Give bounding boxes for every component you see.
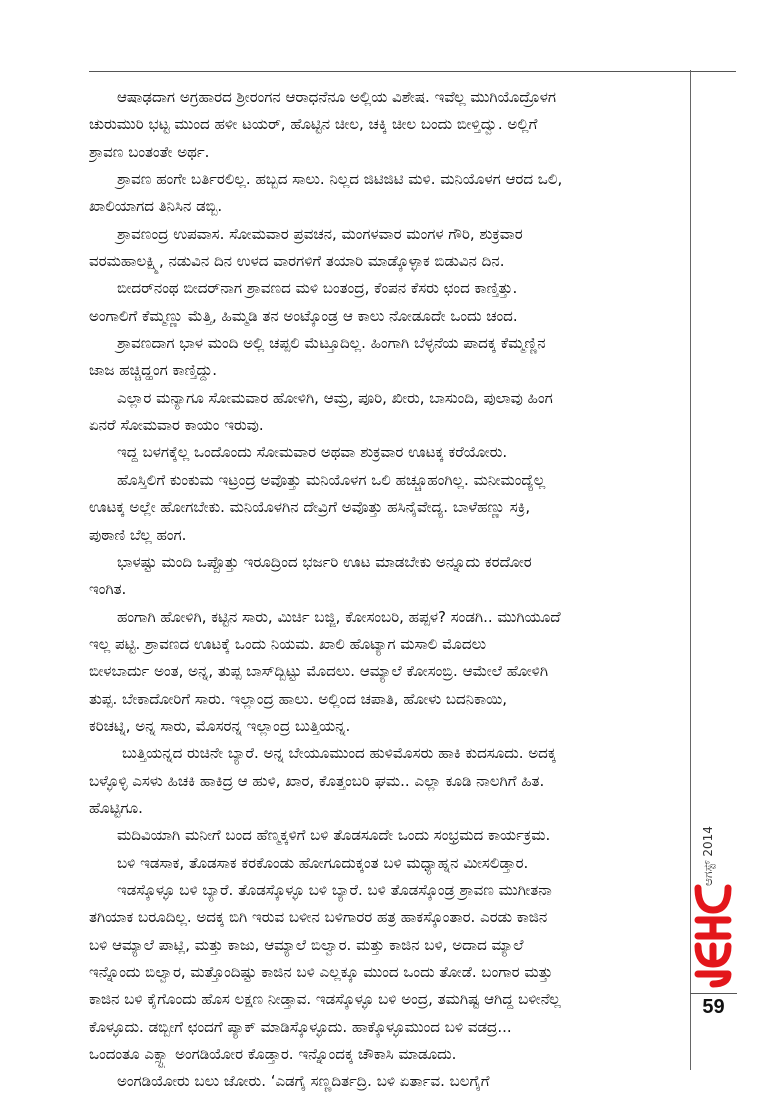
masthead-logo-graphic — [690, 880, 737, 990]
article-line: ಒಂದಂತೂ ಎಕ್ಸ್ಟ್ರಾ ಅಂಗಡಿಯೋರ ಕೊಡ್ತಾರ. ಇನ್ನೊಂದಕ್ಕ ಚೌಕಾಸಿ ಮಾಡೂದು. — [89, 1045, 457, 1064]
article-line: ಶ್ರಾವಣದಾಗ ಭಾಳ ಮಂದಿ ಅಲ್ಲಿ ಚಪ್ಪಲಿ ಮೆಟ್ತೂದಿಲ್ಲ. ಹಿಂಗಾಗಿ ಬೆಳ್ಳನೆಯ ಪಾದಕ್ಕ ಕೆಮ್ಮಣ್ಣಿನ — [117, 334, 546, 353]
page-number-rule — [690, 993, 737, 994]
article-line: ಬಳಿ ಆಮ್ಯಾಲೆ ಪಾಟ್ಲಿ, ಮತ್ತು ಕಾಜು, ಆಮ್ಯಾಲೆ ಬಿಲ್ವಾರ. ಮತ್ತು ಕಾಜಿನ ಬಳಿ, ಅದಾದ ಮ್ಯಾಲೆ — [89, 935, 524, 954]
article-line: ಚುರುಮುರಿ ಭಟ್ಟ ಮುಂದ ಹಳೀ ಟಯರ್, ಹೊಟ್ಟಿನ ಚೀಲ, ಚಕ್ಕಿ ಚೀಲ ಬಂದು ಬೀಳ್ತಿದ್ವು. ಅಲ್ಲಿಗೆ — [89, 115, 538, 134]
article-line: ಬೀದರ್‌ನಂಥ ಬೀದರ್‌ನಾಗ ಶ್ರಾವಣದ ಮಳಿ ಬಂತಂದ್ರ, ಕೆಂಪನ ಕೆಸರು ಛಂದ ಕಾಣ್ತಿತ್ತು. — [117, 279, 518, 298]
page-number: 59 — [702, 996, 725, 1018]
issue-date — [701, 826, 721, 886]
article-line: ಶ್ರಾವಣ ಹಂಗೇ ಬರ್ತಿರಲಿಲ್ಲ. ಹಬ್ಬದ ಸಾಲು. ನಿಲ್ಲದ ಜಿಟಿಜಿಟಿ ಮಳಿ. ಮನಿಯೊಳಗ ಆರದ ಒಲಿ, — [117, 170, 563, 189]
article-line: ಬಳ್ಳೊಳ್ಳಿ ಎಸಳು ಹಿಚಕಿ ಹಾಕಿದ್ರ ಆ ಹುಳಿ, ಖಾರ, ಕೊತ್ತಂಬರಿ ಘಮ.. ಎಲ್ಲಾ ಕೂಡಿ ನಾಲಗಿಗೆ ಹಿತ. — [89, 771, 545, 790]
article-line: ಕಾಜಿನ ಬಳಿ ಕೈಗೊಂದು ಹೊಸ ಲಕ್ಷಣ ನೀಡ್ತಾವ. ಇಡಸ್ಕೊಳ್ಳೂ ಬಳಿ ಅಂದ್ರ, ತಮಗಿಷ್ಟ ಆಗಿದ್ದ ಬಳೀನೆಲ್ಲ — [89, 990, 561, 1009]
article-line: ಆಷಾಢದಾಗ ಅಗ್ರಹಾರದ ಶ್ರೀರಂಗನ ಆರಾಧನೆನೂ ಅಲ್ಲಿಯ ವಿಶೇಷ. ಇವೆಲ್ಲ ಮುಗಿಯೊದ್ರೊಳಗ — [117, 88, 556, 106]
article-line: ಶ್ರಾವಣ ಬಂತಂತೇ ಅರ್ಥ. — [89, 142, 210, 161]
article-line: ಇಂಗಿತ. — [89, 580, 127, 599]
article-line: ತಗಿಯಾಕ ಬರೂದಿಲ್ಲ. ಅದಕ್ಕ ಬಿಗಿ ಇರುವ ಬಳೀನ ಬಳಿಗಾರರ ಹತ್ರ ಹಾಕಸ್ಕೊಂತಾರ. ಎರಡು ಕಾಜಿನ — [89, 908, 548, 927]
article-line: ಕರಿಚಟ್ನಿ, ಅನ್ನ ಸಾರು, ಮೊಸರನ್ನ ಇಲ್ಲಾಂದ್ರ ಬುತ್ತಿಯನ್ನ. — [89, 716, 351, 735]
top-rule — [89, 71, 736, 72]
article-line: ಊಟಕ್ಕ ಅಲ್ಲೇ ಹೋಗಬೇಕು. ಮನಿಯೊಳಗಿನ ದೇವ್ರಿಗೆ ಅವೊತ್ತು ಹಸಿನೈವೇದ್ಯ. ಬಾಳೆಹಣ್ಣು ಸಕ್ರಿ, — [89, 498, 531, 517]
article-line: ವರಮಹಾಲಕ್ಷ್ಮಿ, ನಡುವಿನ ದಿನ ಉಳದ ವಾರಗಳಿಗೆ ತಯಾರಿ ಮಾಡ್ಕೊಳ್ಳಾಕ ಬಿಡುವಿನ ದಿನ. — [89, 252, 505, 271]
article-line: ತುಪ್ಪ. ಬೇಕಾದೋರಿಗೆ ಸಾರು. ಇಲ್ಲಾಂದ್ರ ಹಾಲು. ಅಲ್ಲಿಂದ ಚಪಾತಿ, ಹೋಳು ಬದನಿಕಾಯಿ, — [89, 689, 507, 708]
issue-date-text: ಆಗಸ್ಟ್ 2014 — [701, 826, 715, 886]
article-line: ಭಾಳಷ್ಟು ಮಂದಿ ಒಪ್ಪೊತ್ತು ಇರೂದ್ರಿಂದ ಭರ್ಜರಿ ಊಟ ಮಾಡಬೇಕು ಅನ್ನೂದು ಕರದೋರ — [117, 552, 532, 571]
article-line: ಇಲ್ಲ ಪಟ್ಟಿ. ಶ್ರಾವಣದ ಊಟಕ್ಕೆ ಒಂದು ನಿಯಮ. ಖಾಲಿ ಹೊಟ್ಯಾಗ ಮಸಾಲಿ ಮೊದಲು — [89, 634, 487, 653]
article-line: ಅಂಗಡಿಯೋರು ಬಲು ಜೋರು. ‘ಎಡಗೈ ಸಣ್ಣದಿರ್ತದ್ರಿ. ಬಳಿ ಏರ್ತಾವ. ಬಲಗೈಗೆ — [117, 1072, 490, 1091]
article-line: ಬಳಿ ಇಡಸಾಕ, ತೊಡಸಾಕ ಕರಕೊಂಡು ಹೋಗೂದುಕ್ಕಂತ ಬಳಿ ಮಧ್ಯಾಹ್ನನ ಮೀಸಲಿಡ್ತಾರ. — [117, 853, 529, 872]
article-line: ಏನರೆ ಸೋಮವಾರ ಕಾಯಂ ಇರುವು. — [89, 416, 264, 435]
article-line: ಖಾಲಿಯಾಗದ ತಿನಿಸಿನ ಡಬ್ಬಿ. — [89, 197, 223, 216]
article-line: ಇದ್ದ ಬಳಗಕ್ಕೆಲ್ಲ ಒಂದೊಂದು ಸೋಮವಾರ ಅಥವಾ ಶುಕ್ರವಾರ ಊಟಕ್ಕ ಕರೆಯೋರು. — [117, 443, 508, 462]
article-line: ಜಾಜ ಹಚ್ಚಿದ್ಹಂಗ ಕಾಣ್ತಿದ್ದು. — [89, 361, 218, 380]
article-line: ಇನ್ನೊಂದು ಬಿಲ್ವಾರ, ಮತ್ತೊಂದಿಷ್ಟು ಕಾಜಿನ ಬಳಿ ಎಲ್ಲಕ್ಕೂ ಮುಂದ ಒಂದು ತೋಡೆ. ಬಂಗಾರ ಮತ್ತು — [89, 963, 553, 981]
article-body — [89, 84, 669, 1096]
article-line: ಶ್ರಾವಣಂದ್ರ ಉಪವಾಸ. ಸೋಮವಾರ ಪ್ರವಚನ, ಮಂಗಳವಾರ ಮಂಗಳ ಗೌರಿ, ಶುಕ್ರವಾರ — [117, 224, 523, 243]
masthead-logo — [690, 880, 737, 990]
article-line: ಮದಿವಿಯಾಗಿ ಮನೀಗೆ ಬಂದ ಹೆಣ್ಮಕ್ಕಳಿಗೆ ಬಳಿ ತೊಡಸೂದೇ ಒಂದು ಸಂಭ್ರಮದ ಕಾರ್ಯಕ್ರಮ. — [117, 826, 551, 845]
article-line: ಕೊಳ್ಳೂದು. ಡಬ್ಬೀಗೆ ಛಂದಗೆ ಪ್ಯಾಕ್ ಮಾಡಿಸ್ಕೊಳ್ಳೂದು. ಹಾಕ್ಕೊಳ್ಳೂಮುಂದ ಬಳಿ ವಡದ್ರ... — [89, 1017, 512, 1036]
article-line: ಎಲ್ಲಾರ ಮನ್ಯಾಗೂ ಸೋಮವಾರ ಹೋಳಿಗಿ, ಆಮ್ರ, ಪೂರಿ, ಖೀರು, ಬಾಸುಂದಿ, ಪುಲಾವು ಹಿಂಗ — [117, 388, 553, 407]
article-line: ಹೊಟ್ಟಿಗೂ. — [89, 798, 143, 817]
article-line: ಇಡಸ್ಕೊಳ್ಳೂ ಬಳಿ ಬ್ಯಾರೆ. ತೊಡಸ್ಕೊಳ್ಳೂ ಬಳಿ ಬ್ಯಾರೆ. ಬಳಿ ತೊಡಸ್ಕೊಂಡ್ರ ಶ್ರಾವಣ ಮುಗೀತನಾ — [117, 880, 552, 899]
article-line: ಹಂಗಾಗಿ ಹೋಳಿಗಿ, ಕಟ್ಟಿನ ಸಾರು, ಮಿರ್ಚಿ ಬಜ್ಜಿ, ಕೋಸಂಬರಿ, ಹಪ್ಪಳ? ಸಂಡಗಿ.. ಮುಗಿಯೂದೆ — [117, 607, 561, 626]
article-line: ಪುಠಾಣಿ ಬೆಲ್ಲ ಹಂಗ. — [89, 525, 187, 544]
article-line: ಬುತ್ತಿಯನ್ನದ ರುಚಿನೇ ಬ್ಯಾರೆ. ಅನ್ನ ಬೇಯೂಮುಂದ ಹುಳಿಮೊಸರು ಹಾಕಿ ಕುದಸೂದು. ಅದಕ್ಕ — [122, 744, 557, 763]
article-line: ಹೊಸ್ತಿಲಿಗೆ ಕುಂಕುಮ ಇಟ್ರಂದ್ರ ಅವೊತ್ತು ಮನಿಯೊಳಗ ಒಲಿ ಹಚ್ಚೂಹಂಗಿಲ್ಲ. ಮನೀಮಂದ್ಯೆಲ್ಲ — [117, 470, 546, 489]
article-line: ಬೀಳಬಾರ್ದು ಅಂತ, ಅನ್ನ, ತುಪ್ಪ ಬಾಸ್‌ದ್ಬಿಟ್ಟು ಮೊದಲು. ಆಮ್ಯಾಲೆ ಕೋಸಂಬ್ರಿ. ಆಮೇಲೆ ಹೋಳಿಗಿ — [89, 662, 549, 681]
article-line: ಅಂಗಾಲಿಗೆ ಕೆಮ್ಮಣ್ಣು ಮೆತ್ತಿ, ಹಿಮ್ಮಡಿ ತನ ಅಂಟ್ಕೊಂಡ್ರ ಆ ಕಾಲು ನೋಡೂದೇ ಒಂದು ಚಂದ. — [89, 306, 518, 325]
